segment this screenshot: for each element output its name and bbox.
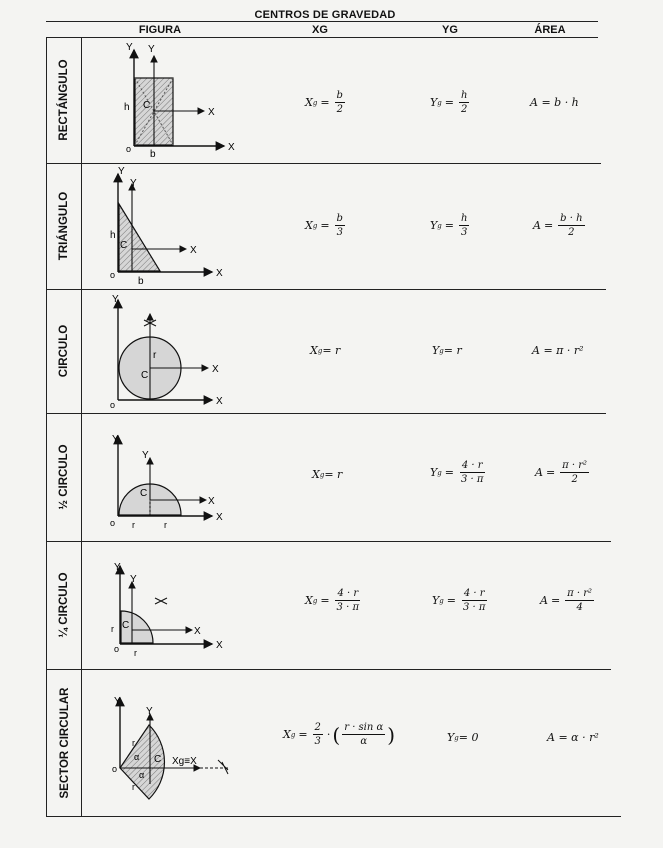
- label-column-border: [81, 37, 82, 817]
- radius-label: r: [132, 520, 135, 530]
- centroid-x-label: X: [212, 364, 219, 375]
- centroid-label: C: [120, 240, 128, 251]
- centroid-x-label: X: [190, 245, 197, 256]
- row-rule: [46, 413, 606, 414]
- figure-half-circle: [100, 418, 260, 540]
- axis-y-label: Y: [112, 294, 119, 305]
- origin-label: o: [112, 764, 118, 774]
- radius-label: r: [153, 350, 157, 361]
- base-label: b: [138, 276, 144, 287]
- row-rule: [46, 816, 621, 817]
- xg-eq-x-label: Xg≡X: [172, 756, 197, 767]
- header-xg: XG: [312, 24, 328, 36]
- radius-label: r: [132, 782, 135, 792]
- xg-formula-rectangle: X g = $\frac{b}{2}$: [305, 90, 343, 115]
- axis-x-label: X: [228, 142, 235, 153]
- area-formula-sector: A = α · r²: [547, 731, 599, 744]
- row-label-cuarto-circulo: ¼ CIRCULO: [58, 572, 70, 638]
- row-rule: [46, 289, 606, 290]
- centroid-x-label: X: [194, 626, 201, 637]
- area-formula-half-circle: A = $\frac{\text{π · r²}}{2}$: [535, 460, 588, 485]
- centroid-y-label: Y: [130, 178, 137, 189]
- origin-label: o: [114, 644, 120, 654]
- centroid-label: C: [143, 100, 151, 111]
- row-label-circulo: CIRCULO: [58, 324, 70, 378]
- row-label-rectangulo: RECTÁNGULO: [58, 59, 70, 141]
- row-label-triangulo: TRIÁNGULO: [58, 191, 70, 261]
- centroid-label: C: [141, 370, 149, 381]
- xg-formula-quarter-circle: X g = $\frac{4 \cdot r}{3 \cdot \pi}$: [305, 588, 360, 613]
- figure-circular-sector: [100, 674, 260, 802]
- area-formula-rectangle: A = b · h: [530, 96, 579, 109]
- yg-formula-sector: Y g = 0: [447, 731, 479, 744]
- header-area: ÁREA: [534, 24, 566, 36]
- figure-circle: [100, 292, 260, 412]
- axis-y-label: Y: [126, 42, 133, 53]
- figure-rectangle: [100, 40, 260, 162]
- yg-formula-circle: Y g = r: [432, 344, 462, 357]
- row-label-medio-circulo: ½ CIRCULO: [58, 444, 70, 510]
- origin-label: o: [126, 144, 132, 154]
- axis-y-label: Y: [114, 696, 121, 707]
- centroid-y-label: Y: [148, 44, 155, 55]
- axis-y-label: Y: [114, 562, 121, 573]
- row-rule: [46, 669, 611, 670]
- header-bottom-rule: [46, 37, 598, 38]
- radius-label: r: [134, 648, 137, 658]
- area-formula-triangle: A = $\frac{b \cdot h}{2}$: [533, 213, 583, 238]
- height-label: h: [110, 230, 116, 241]
- centroid-y-label: Y: [130, 574, 137, 585]
- centroid-y-label: Y: [146, 706, 153, 717]
- area-formula-circle: A = π · r²: [532, 344, 584, 357]
- area-formula-quarter-circle: A = $\frac{\text{π · r²}}{4}$: [540, 588, 593, 613]
- centroid-label: C: [154, 754, 162, 765]
- centroid-x-label: X: [208, 496, 215, 507]
- axis-y-label: Y: [112, 434, 119, 445]
- xg-formula-half-circle: X g = r: [312, 468, 343, 481]
- yg-formula-triangle: Y g = $\frac{h}{3}$: [430, 213, 468, 238]
- figure-quarter-circle: [100, 548, 260, 666]
- axis-x-label: X: [216, 268, 223, 279]
- axis-x-label: X: [216, 512, 223, 523]
- header-yg: YG: [442, 24, 458, 36]
- yg-formula-quarter-circle: Y g = $\frac{4 \cdot r}{3 \cdot \pi}$: [432, 588, 486, 613]
- page-title: CENTROS DE GRAVEDAD: [254, 9, 396, 21]
- centroid-x-label: X: [208, 107, 215, 118]
- centroid-y-label: Y: [142, 450, 149, 461]
- radius-label: r: [111, 624, 114, 634]
- axis-x-label: X: [216, 640, 223, 651]
- radius-label: r: [164, 520, 167, 530]
- yg-formula-half-circle: Y g = $\frac{4 \cdot r}{3 \cdot \pi}$: [430, 460, 484, 485]
- radius-label: r: [132, 738, 135, 748]
- header-top-rule: [46, 21, 598, 22]
- axis-y-label: Y: [118, 166, 125, 177]
- row-rule: [46, 541, 611, 542]
- header-figura: FIGURA: [138, 24, 182, 36]
- origin-label: o: [110, 270, 116, 280]
- row-rule: [46, 163, 601, 164]
- table-left-border: [46, 37, 47, 817]
- alpha-label: α: [134, 752, 140, 762]
- origin-label: o: [110, 518, 116, 528]
- axis-x-label: X: [216, 396, 223, 407]
- row-label-sector-circular: SECTOR CIRCULAR: [59, 687, 71, 799]
- centroid-label: C: [140, 488, 148, 499]
- base-label: b: [150, 149, 156, 160]
- yg-formula-rectangle: Y g = $\frac{h}{2}$: [430, 90, 468, 115]
- alpha-label: α: [139, 770, 145, 780]
- centroid-label: C: [122, 620, 130, 631]
- figure-triangle: [100, 166, 260, 288]
- xg-formula-sector: X g = $\frac{2}{3}$ · ( $\frac{\text{r · sin α}}{\alpha}$ ): [283, 722, 396, 747]
- xg-formula-triangle: X g = $\frac{b}{3}$: [305, 213, 343, 238]
- height-label: h: [124, 102, 130, 113]
- origin-label: o: [110, 400, 116, 410]
- xg-formula-circle: X g = r: [310, 344, 341, 357]
